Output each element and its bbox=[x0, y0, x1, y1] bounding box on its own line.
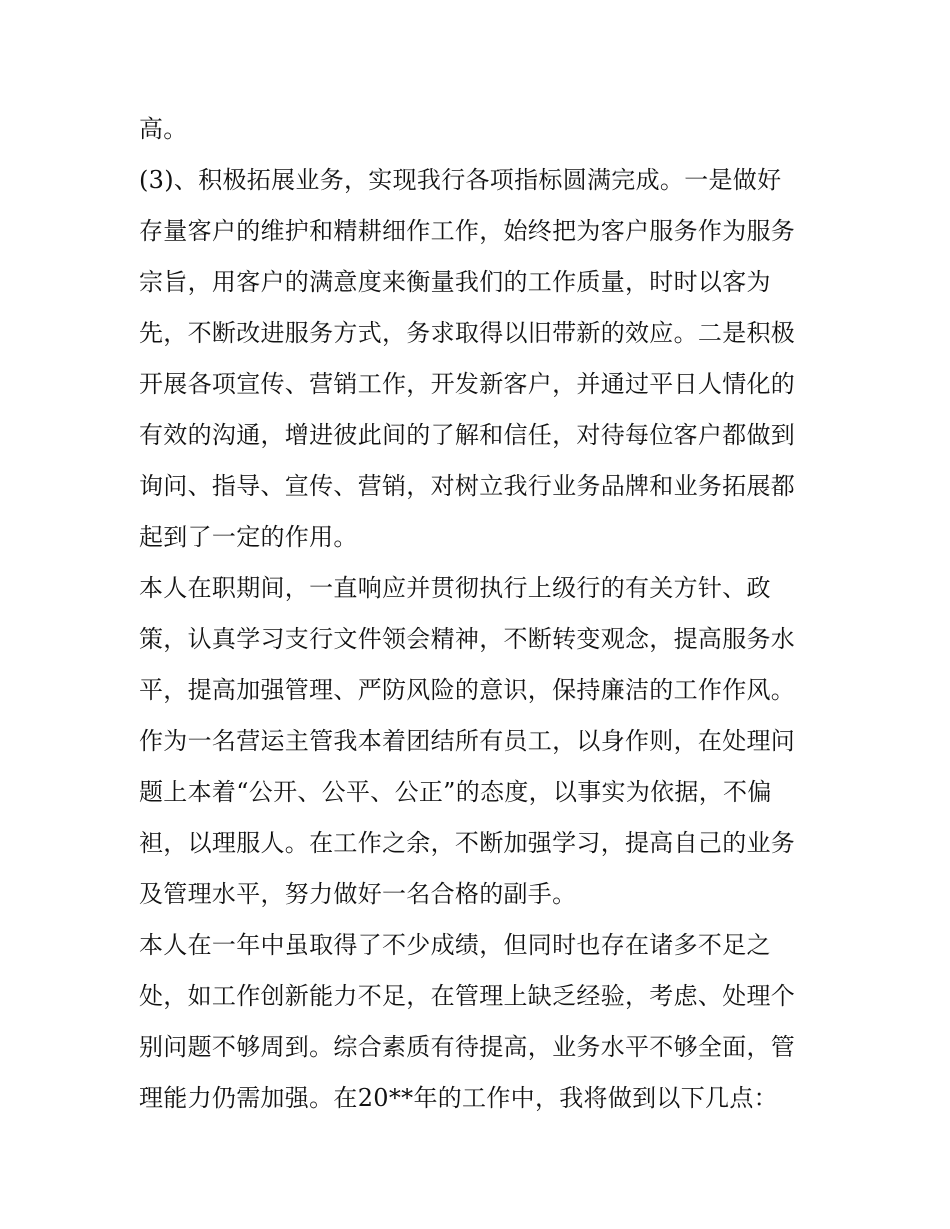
text-line: 处，如工作创新能力不足，在管理上缺乏经验，考虑、处理个 bbox=[139, 982, 796, 1010]
text-line: 策，认真学习支行文件领会精神，不断转变观念，提高服务水 bbox=[139, 625, 796, 653]
text-line: 别问题不够周到。综合素质有待提高，业务水平不够全面，管 bbox=[139, 1033, 796, 1061]
text-line: 宗旨，用客户的满意度来衡量我们的工作质量，时时以客为 bbox=[139, 268, 771, 296]
text-line: 有效的沟通，增进彼此间的了解和信任，对待每位客户都做到 bbox=[139, 421, 796, 449]
text-line: 平，提高加强管理、严防风险的意识，保持廉洁的工作作风。 bbox=[139, 676, 796, 704]
document-body bbox=[139, 104, 819, 1124]
text-line: 开展各项宣传、营销工作，开发新客户，并通过平日人情化的 bbox=[139, 370, 796, 398]
text-line: 作为一名营运主管我本着团结所有员工，以身作则，在处理问 bbox=[139, 727, 796, 755]
text-line: 袒，以理服人。在工作之余，不断加强学习，提高自己的业务 bbox=[139, 829, 796, 857]
text-line: 本人在职期间，一直响应并贯彻执行上级行的有关方针、政 bbox=[139, 574, 771, 602]
text-line: 询问、指导、宣传、营销，对树立我行业务品牌和业务拓展都 bbox=[139, 472, 796, 500]
text-line: 题上本着“公开、公平、公正”的态度，以事实为依据，不偏 bbox=[139, 778, 772, 806]
text-line: (3)、积极拓展业务，实现我行各项指标圆满完成。一是做好 bbox=[139, 166, 782, 194]
text-line: 本人在一年中虽取得了不少成绩，但同时也存在诸多不足之 bbox=[139, 931, 771, 959]
text-line: 先，不断改进服务方式，务求取得以旧带新的效应。二是积极 bbox=[139, 319, 796, 347]
text-line: 及管理水平，努力做好一名合格的副手。 bbox=[139, 880, 577, 908]
text-line: 存量客户的维护和精耕细作工作，始终把为客户服务作为服务 bbox=[139, 217, 796, 245]
text-line: 起到了一定的作用。 bbox=[139, 523, 358, 551]
text-line: 理能力仍需加强。在20**年的工作中，我将做到以下几点： bbox=[139, 1084, 778, 1112]
text-line: 高。 bbox=[139, 115, 188, 143]
